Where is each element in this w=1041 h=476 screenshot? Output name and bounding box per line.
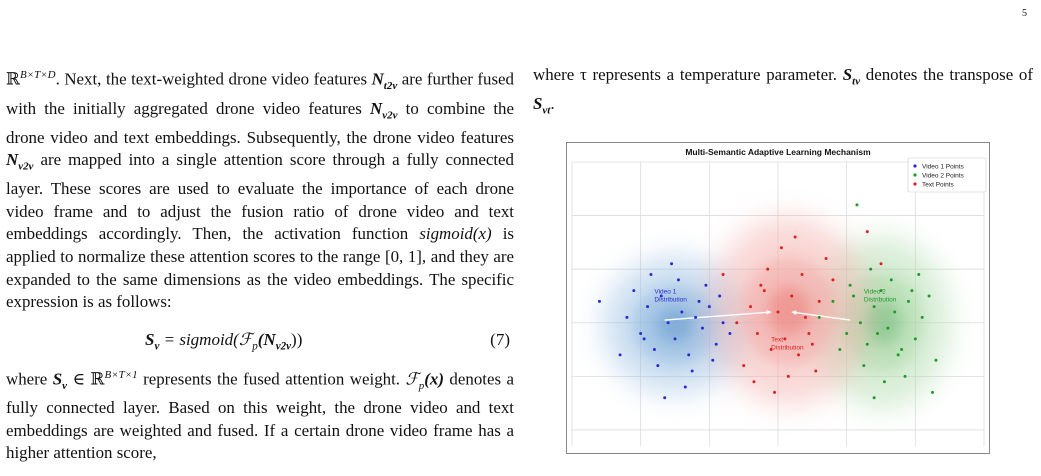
paragraph-temperature: where τ represents a temperature parameter. $S_{tv}$ denotes the transpose of $S_{vt}$. [533,65,1033,117]
point-text-points [825,257,828,260]
point-video-2-points [876,332,879,335]
point-video-2-points [838,348,841,351]
point-video-2-points [852,294,855,297]
point-video-2-points [917,273,920,276]
point-video-1-points [718,294,721,297]
point-video-1-points [722,321,725,324]
point-text-points [814,369,817,372]
point-text-points [794,236,797,239]
equation-number: (7) [490,329,510,349]
legend-marker [913,182,916,185]
point-text-points [773,391,776,394]
point-video-1-points [649,273,652,276]
point-text-points [777,311,780,314]
density-core-video-2-points [865,300,902,345]
point-text-points [866,230,869,233]
point-text-points [752,380,755,383]
point-video-2-points [928,294,931,297]
point-video-2-points [862,364,865,367]
point-video-1-points [711,359,714,362]
page-number: 5 [1022,8,1027,19]
point-text-points [804,316,807,319]
point-text-points [780,246,783,249]
legend-label: Video 2 Points [922,172,964,180]
point-video-1-points [680,311,683,314]
point-video-1-points [701,327,704,330]
point-text-points [880,262,883,265]
legend-label: Video 1 Points [922,163,964,171]
point-text-points [722,273,725,276]
distribution-label: Text [771,336,784,344]
distribution-label: Distribution [863,296,897,304]
point-video-2-points [910,289,913,292]
point-video-1-points [704,284,707,287]
point-text-points [831,278,834,281]
point-video-1-points [643,337,646,340]
point-video-2-points [897,353,900,356]
distribution-label: Distribution [654,296,687,304]
paragraph-2: where $S_v$ ∈ ℝ$^{B\times T\times 1}$ represents the fused attention weight. ℱ$_p$(x) denotes a fully connected layer. Based on this weight, the drone video and text embeddings are weighted and fused. If a certain drone video frame has a higher attention score, [6,368,514,463]
distribution-label: Video 2 [863,288,886,296]
point-video-2-points [931,391,934,394]
point-text-points [763,289,766,292]
point-video-1-points [684,386,687,389]
point-video-2-points [873,305,876,308]
point-video-2-points [883,380,886,383]
point-video-2-points [900,348,903,351]
equation-body: $S_v$ = $sigmoid(ℱ_p(N_{v2v}))$ [145,329,303,353]
point-video-2-points [907,300,910,303]
point-text-points [811,343,814,346]
equation-7 [6,322,514,364]
point-video-2-points [869,268,872,271]
density-core-text-points [767,286,810,335]
point-video-1-points [715,343,718,346]
point-video-2-points [873,396,876,399]
point-video-2-points [890,278,893,281]
point-text-points [735,321,738,324]
point-text-points [807,332,810,335]
point-video-1-points [598,300,601,303]
point-video-1-points [728,332,731,335]
point-video-1-points [708,305,711,308]
point-video-2-points [934,359,937,362]
legend-marker [913,173,916,176]
point-video-2-points [921,316,924,319]
point-text-points [801,273,804,276]
point-video-2-points [886,327,889,330]
point-video-1-points [632,289,635,292]
point-video-1-points [667,321,670,324]
point-text-points [783,337,786,340]
legend-marker [913,164,916,167]
point-text-points [766,268,769,271]
point-video-2-points [818,316,821,319]
point-video-2-points [859,321,862,324]
point-text-points [790,294,793,297]
point-video-2-points [849,284,852,287]
point-video-2-points [831,300,834,303]
point-text-points [749,305,752,308]
point-video-1-points [670,262,673,265]
distribution-label: Distribution [771,344,804,352]
point-video-1-points [698,300,701,303]
chart-title: Multi-Semantic Adaptive Learning Mechanism [685,147,871,157]
point-video-1-points [653,348,656,351]
point-video-2-points [845,332,848,335]
scatter-figure [566,142,990,454]
point-video-1-points [619,353,622,356]
point-text-points [818,300,821,303]
paragraph-1: ℝ$^{B\times T\times D}$. Next, the text-weighted drone video features $N_{t2v}$ are further fused with the initially aggregated drone video features $N_{v2v}$ to combine the drone video and text embeddings. Subsequently, the drone video features $N_{v2v}$ are mapped into a single attention score through a fully connected layer. These scores are used to evaluate the importance of each drone video frame and to adjust the fusion ratio of drone video and text embeddings accordingly. Then, the activation function sigmoid(x) is applied to normalize these attention scores to the range [0, 1], and they are expanded to the same dimensions as the video embeddings. The specific expression is as follows: [6,69,514,312]
point-video-2-points [866,343,869,346]
point-video-1-points [677,278,680,281]
point-video-2-points [904,375,907,378]
legend-label: Text Points [922,181,954,189]
right-column [533,64,1033,122]
point-video-1-points [646,305,649,308]
point-video-1-points [687,353,690,356]
point-video-1-points [639,332,642,335]
point-text-points [756,332,759,335]
point-video-1-points [656,364,659,367]
point-video-1-points [625,316,628,319]
left-column [6,64,514,465]
point-video-2-points [914,337,917,340]
point-video-2-points [855,203,858,206]
point-text-points [742,364,745,367]
distribution-label: Video 1 [654,288,677,296]
point-video-1-points [691,369,694,372]
point-text-points [759,284,762,287]
point-text-points [797,353,800,356]
point-video-1-points [663,396,666,399]
point-video-1-points [674,337,677,340]
scatter-chart [566,142,990,454]
point-video-1-points [694,316,697,319]
chart-legend [908,158,986,192]
point-text-points [787,375,790,378]
point-video-2-points [893,311,896,314]
